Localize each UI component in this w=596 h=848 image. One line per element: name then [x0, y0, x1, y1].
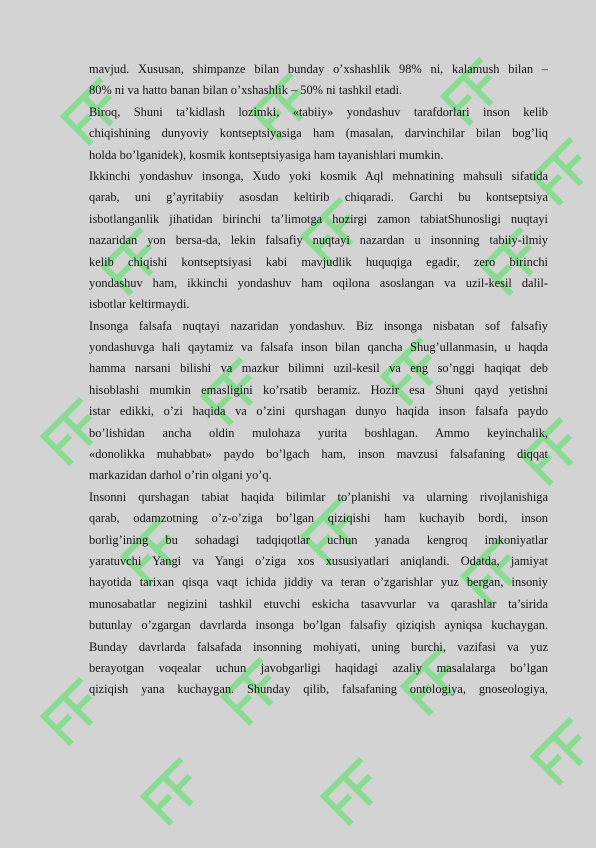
document-body — [89, 59, 548, 701]
text-line: berayotgan voqealar uchun javobgarligi haqidagi azaliy masalalarga bo’lgan — [89, 660, 548, 675]
text-line: hamma narsani bilishi va mazkur bilimni uzil-kesil va eng so’nggi haqiqat deb — [89, 361, 548, 376]
text-line: bo’lishidan ancha oldin mulohaza yurita boshlagan. Ammo keyinchalik, — [89, 425, 548, 440]
text-line: hisoblashi mumkin emasligini ko’rsatib beramiz. Hozir esa Shuni qayd yetishni — [89, 382, 548, 397]
text-line: chiqishining dunyoviy kontseptsiyasiga ham (masalan, darvinchilar bilan bog’liq — [89, 126, 548, 141]
text-line: yondashuv ham, ikkinchi yondashuv ham oqilona asoslangan va uzil-kesil dalil- — [89, 275, 548, 290]
text-line: butunlay o’zgargan davrlarda insonga bo’lgan falsafiy qiziqish ayniqsa kuchaygan. — [89, 618, 548, 633]
text-line: isbotlar keltirmaydi. — [89, 297, 190, 312]
text-line: borlig’ining bu sohadagi tadqiqotlar uchun yanada kengroq imkoniyatlar — [89, 532, 548, 547]
text-line: Biroq, Shuni ta’kidlash lozimki, «tabiiy» yondashuv tarafdorlari inson kelib — [89, 104, 548, 119]
text-line: mavjud. Xususan, shimpanze bilan bunday o’xshashlik 98% ni, kalamush bilan – — [89, 62, 548, 76]
text-line: 80% ni va hatto banan bilan o’xshashlik – 50% ni tashkil etadi. — [89, 83, 403, 98]
ff-logo-watermark — [306, 746, 405, 845]
ff-logo-watermark — [516, 706, 596, 805]
text-line: yondashuvga hali qaytamiz va falsafa inson bilan qancha Shug’ullanmasin, u haqda — [89, 340, 548, 355]
text-line: qiziqish yana kuchaygan. Shunday qilib, falsafaning ontologiya, gnoseologiya, — [89, 682, 548, 697]
text-line: munosabatlar negizini tashkil etuvchi eskicha tasavvurlar va qarashlar ta’sirida — [89, 596, 548, 611]
text-line: «donolikka muhabbat» paydo bo’lgach ham, inson mavzusi falsafaning diqqat — [89, 447, 548, 462]
text-line: holda bo’lganidek), kosmik kontseptsiyasiga ham tayanishlari mumkin. — [89, 147, 444, 162]
text-line: markazidan darhol o’rin olgani yo’q. — [89, 468, 272, 483]
text-line: yaratuvchi Yangi va Yangi o’ziga xos xususiyatlari aniqlandi. Odatda, jamiyat — [89, 553, 548, 568]
text-line: Bunday davrlarda falsafada insonning mohiyati, uning burchi, vazifasi va yuz — [89, 639, 548, 654]
text-line: Ikkinchi yondashuv insonga, Xudo yoki kosmik Aql mehnatining mahsuli sifatida — [89, 168, 548, 183]
text-line: hayotida tarixan qisqa vaqt ichida jiddiy va teran o’zgarishlar yuz bergan, insoniy — [89, 575, 548, 590]
text-line: kelib chiqishi kontseptsiyasi kabi mavjudlik huquqiga egadir, zero birinchi — [89, 254, 548, 269]
text-line: istar edikki, o’zi haqida va o’zini qurshagan dunyo haqida inson falsafa paydo — [89, 404, 548, 419]
text-line: nazaridan yon bersa-da, lekin falsafiy nuqtayi nazardan u insonning tabiiy-ilmiy — [89, 233, 548, 248]
text-line: qarab, uni g’ayritabiiy asosdan keltirib chiqaradi. Garchi bu kontseptsiya — [89, 190, 548, 205]
ff-logo-watermark — [126, 746, 225, 845]
text-line: Insonga falsafa nuqtayi nazaridan yondashuv. Biz insonga nisbatan sof falsafiy — [89, 318, 548, 333]
text-line: isbotlanganlik jihatidan birinchi ta’limotga hozirgi zamon tabiatShunosligi nuqtayi — [89, 211, 548, 226]
text-line: Insonni qurshagan tabiat haqida bilimlar to’planishi va ularning rivojlanishiga — [89, 489, 548, 504]
text-line: qarab, odamzotning o’z-o’ziga bo’lgan qiziqishi ham kuchayib bordi, inson — [89, 511, 548, 526]
